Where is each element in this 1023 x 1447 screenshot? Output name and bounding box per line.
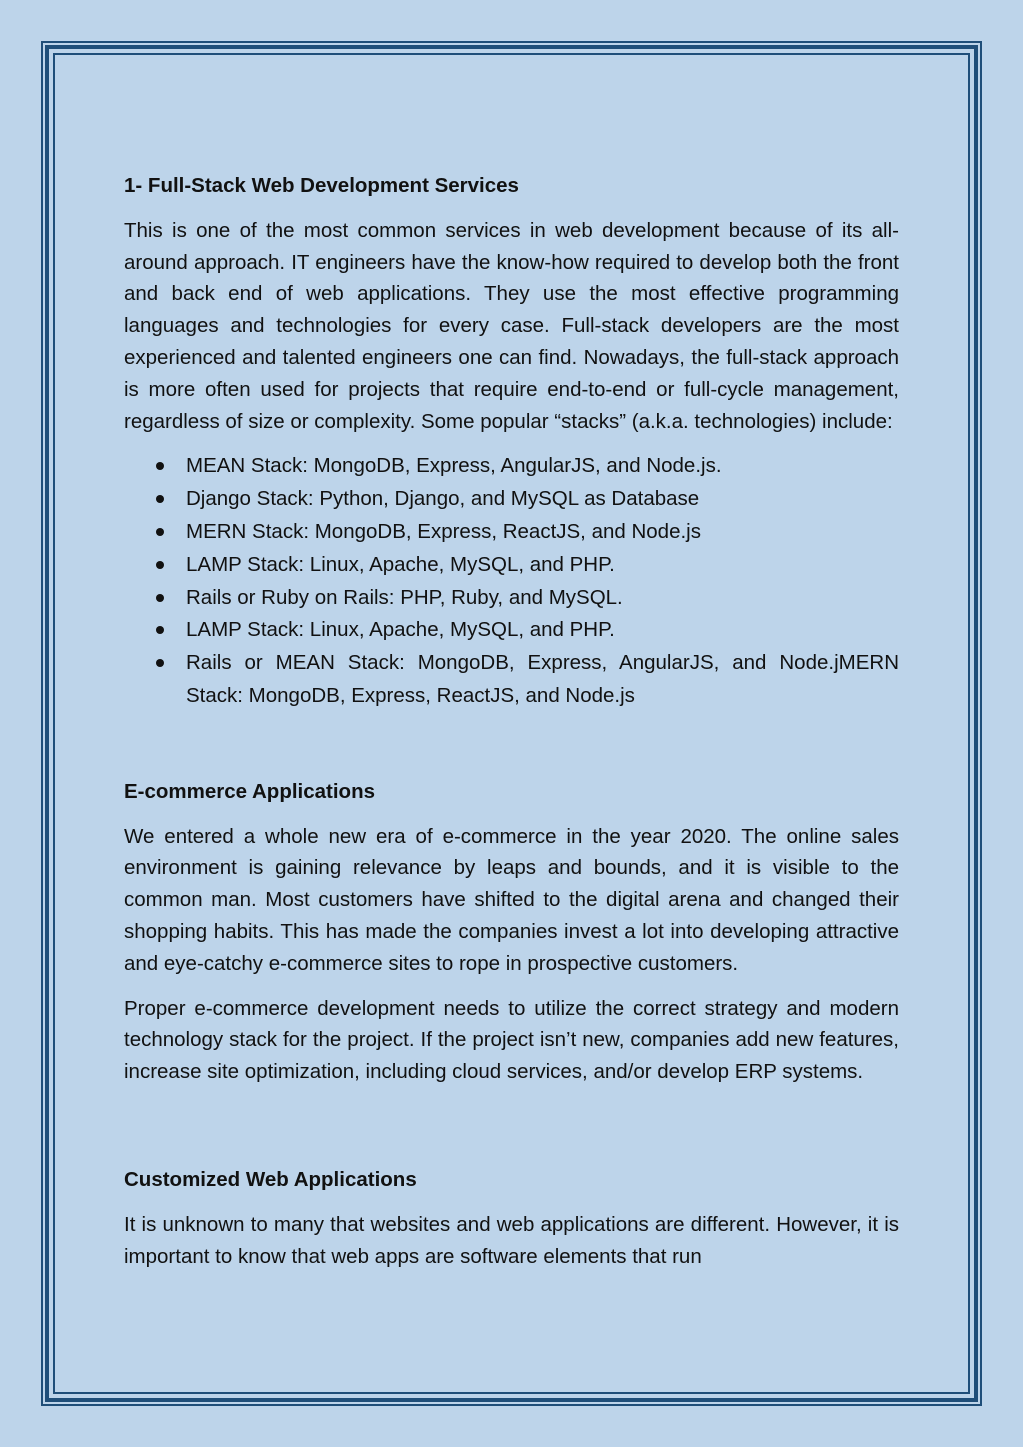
paragraph-full-stack-intro: This is one of the most common services in web development because of its all-around approach. IT engineers have the know-how required to develop both the front and back end of web applications. They use the most effective programming languages and technologies for every case. Full-stack developers are the most experienced and talented engineers one can find. Nowadays, the full-stack approach is more often used for projects that require end-to-end or full-cycle management, regardless of size or complexity. Some popular “stacks” (a.k.a. technologies) include: <box>124 218 899 433</box>
list-item <box>124 549 899 582</box>
section-spacer <box>124 1101 899 1164</box>
paragraph-ecommerce-1: We entered a whole new era of e-commerce in the year 2020. The online sales environment is gaining relevance by leaps and bounds, and it is visible to the common man. Most customers have shifted to the digital arena and changed their shopping habits. This has made the companies invest a lot into developing attractive and eye-catchy e-commerce sites to rope in prospective customers. <box>124 824 899 975</box>
paragraph-ecommerce-2: Proper e-commerce development needs to utilize the correct strategy and modern technology stack for the project. If the project isn’t new, companies add new features, increase site optimization, including cloud services, and/or develop ERP systems. <box>124 996 899 1084</box>
list-item-text: MERN Stack: MongoDB, Express, ReactJS, and Node.js <box>186 519 701 543</box>
section-heading-customized: Customized Web Applications <box>124 1167 417 1191</box>
list-item-text: LAMP Stack: Linux, Apache, MySQL, and PHP. <box>186 618 615 642</box>
list-item <box>124 614 899 647</box>
section-heading-ecommerce: E-commerce Applications <box>124 779 376 803</box>
list-item <box>124 450 899 483</box>
bullet-icon <box>156 462 164 470</box>
paragraph-customized-1: It is unknown to many that websites and web applications are different. However, it is important to know that web apps are software elements that run <box>124 1212 899 1268</box>
bullet-icon <box>156 528 164 536</box>
list-item-text: Rails or MEAN Stack: MongoDB, Express, AngularJS, and Node.jMERN Stack: MongoDB, Express, ReactJS, and Node.js <box>186 651 899 707</box>
list-item <box>124 582 899 615</box>
section-heading-full-stack: 1- Full-Stack Web Development Services <box>124 174 519 197</box>
list-item-text: Django Stack: Python, Django, and MySQL as Database <box>186 487 700 511</box>
list-item-text: Rails or Ruby on Rails: PHP, Ruby, and MySQL. <box>186 585 623 609</box>
list-item <box>124 516 899 549</box>
bullet-icon <box>156 659 164 667</box>
list-item-text: LAMP Stack: Linux, Apache, MySQL, and PHP. <box>186 552 615 576</box>
list-item-text: MEAN Stack: MongoDB, Express, AngularJS, and Node.js. <box>186 454 722 478</box>
list-item <box>124 483 899 516</box>
bullet-icon <box>156 594 164 602</box>
section-spacer <box>124 713 899 776</box>
list-item <box>124 647 899 713</box>
document-body <box>124 170 899 1285</box>
bullet-icon <box>156 495 164 503</box>
stack-list <box>124 450 899 712</box>
bullet-icon <box>156 626 164 634</box>
bullet-icon <box>156 561 164 569</box>
